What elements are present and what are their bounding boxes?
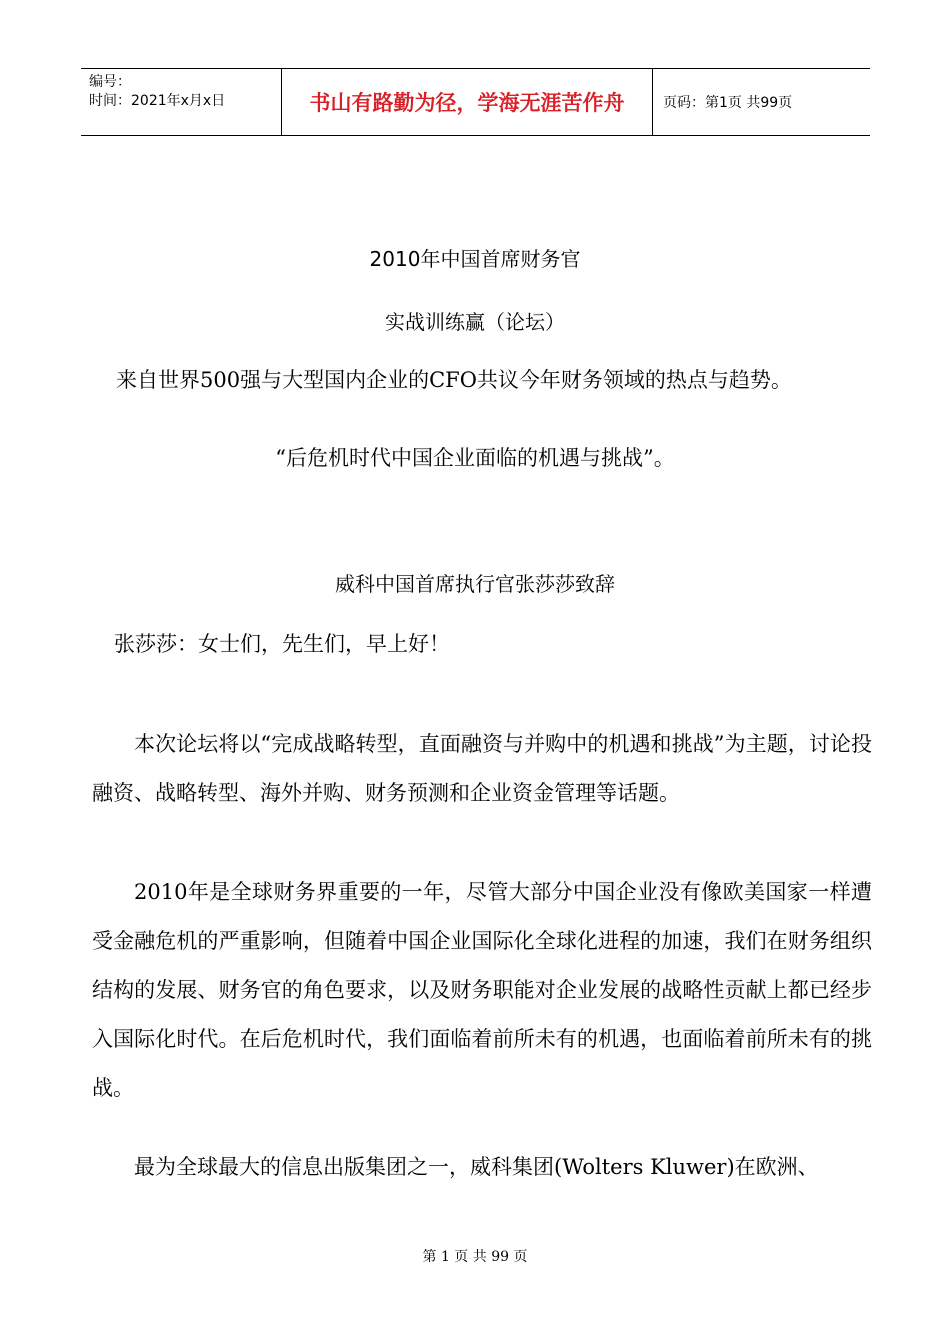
document-time-label: 时间：2021年x月x日 <box>89 93 226 109</box>
document-title-line2: 实战训练赢（论坛） <box>385 310 565 334</box>
header-motto: 书山有路勤为径，学海无涯苦作舟 <box>281 69 653 135</box>
body-paragraph-2: 2010年是全球财务界重要的一年，尽管大部分中国企业没有像欧美国家一样遭受金融危机的严重影响，但随着中国企业国际化全球化进程的加速，我们在财务组织结构的发展、财务官的角色要求，以及财务职能对企业发展的战略性贡献上都已经步入国际化时代。在后危机时代，我们面临着前所未有的机遇，也面临着前所未有的挑战。 <box>92 880 872 1100</box>
greeting-line: 张莎莎：女士们，先生们，早上好！ <box>114 632 450 656</box>
section-title: 威科中国首席执行官张莎莎致辞 <box>335 572 615 596</box>
header-page-info: 页码：第1页 共99页 <box>663 95 793 111</box>
document-title-line1: 2010年中国首席财务官 <box>369 247 581 271</box>
document-number-label: 编号： <box>89 74 131 90</box>
header-meta-cell <box>81 69 281 135</box>
body-paragraph-1: 本次论坛将以“完成战略转型，直面融资与并购中的机遇和挑战”为主题，讨论投融资、战略转型、海外并购、财务预测和企业资金管理等话题。 <box>92 732 872 805</box>
page-footer: 第 1 页 共 99 页 <box>422 1249 528 1265</box>
body-paragraph-3: 最为全球最大的信息出版集团之一，威科集团(Wolters Kluwer)在欧洲、 <box>134 1155 819 1179</box>
header-table <box>81 68 870 136</box>
intro-paragraph: 来自世界500强与大型国内企业的CFO共议今年财务领域的热点与趋势。 <box>116 368 792 392</box>
theme-line: “后危机时代中国企业面临的机遇与挑战”。 <box>275 446 675 470</box>
